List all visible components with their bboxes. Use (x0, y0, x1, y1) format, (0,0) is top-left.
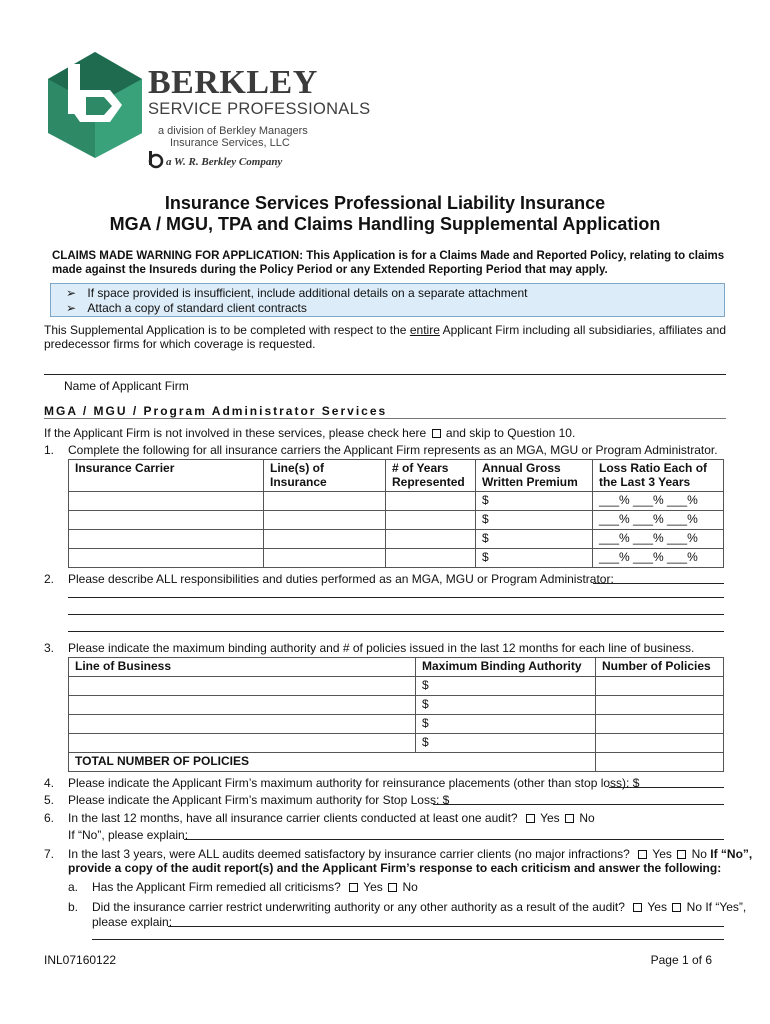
q4-answer-line[interactable] (609, 787, 724, 788)
q3-number: 3. (44, 641, 55, 655)
q5-text: Please indicate the Applicant Firm’s maximum authority for Stop Loss: $ (68, 793, 450, 807)
form-code: INL07160122 (44, 953, 117, 967)
premium-cell[interactable]: $ (476, 549, 593, 568)
claims-warning-line2: made against the Insureds during the Policy Period or any Extended Reporting Period that may apply. (52, 264, 608, 276)
max-binding-cell[interactable]: $ (416, 696, 596, 715)
q5-answer-line[interactable] (433, 804, 724, 805)
years-cell[interactable] (386, 492, 476, 511)
page-number: Page 1 of 6 (650, 953, 712, 967)
claims-warning-line1: CLAIMS MADE WARNING FOR APPLICATION: This Application is for a Claims Made and Reported Policy, relating to claims (52, 250, 725, 262)
entire-underlined: entire (409, 323, 440, 337)
binding-row (69, 696, 724, 715)
q7b-label: b. (68, 900, 79, 914)
q2-answer-line[interactable] (593, 583, 724, 584)
q2-number: 2. (44, 572, 55, 586)
page-subtitle: MGA / MGU, TPA and Claims Handling Supplemental Application (109, 214, 661, 234)
q6-no-checkbox[interactable] (565, 814, 574, 823)
header-loss-ratio: Loss Ratio Each of the Last 3 Years (593, 460, 724, 492)
q2-answer-line[interactable] (68, 631, 724, 632)
loss-ratio-cell[interactable]: ___% ___% ___% (593, 511, 724, 530)
q6-yes-checkbox[interactable] (526, 814, 535, 823)
carrier-cell[interactable] (69, 530, 264, 549)
section-title: MGA / MGU / Program Administrator Services (44, 404, 388, 418)
q6-explain-line[interactable] (184, 839, 724, 840)
q7a-no-checkbox[interactable] (388, 883, 397, 892)
q7b-explain-line[interactable] (168, 926, 724, 927)
lob-cell[interactable] (69, 677, 416, 696)
applicant-name-label: Name of Applicant Firm (64, 379, 189, 393)
section-rule (44, 418, 726, 419)
q6-explain-label: If “No”, please explain: (68, 828, 189, 842)
binding-table-header (69, 658, 724, 677)
max-binding-cell[interactable]: $ (416, 734, 596, 753)
lob-cell[interactable] (69, 696, 416, 715)
premium-cell[interactable]: $ (476, 492, 593, 511)
intro-text: This Supplemental Application is to be completed with respect to the entire Applicant Firm including all subsidiaries, affiliates and (44, 323, 726, 337)
binding-row (69, 715, 724, 734)
header-insurance-carrier: Insurance Carrier (69, 460, 264, 492)
header-written-premium: Annual Gross Written Premium (476, 460, 593, 492)
parent-company: a W. R. Berkley Company (166, 156, 283, 168)
q7b-explain-line[interactable] (92, 939, 724, 940)
q4-number: 4. (44, 776, 55, 790)
carrier-cell[interactable] (69, 511, 264, 530)
loss-ratio-cell[interactable]: ___% ___% ___% (593, 549, 724, 568)
q7-no-checkbox[interactable] (677, 850, 686, 859)
applicant-name-field[interactable] (44, 374, 726, 375)
years-cell[interactable] (386, 530, 476, 549)
num-policies-cell[interactable] (596, 677, 724, 696)
premium-cell[interactable]: $ (476, 511, 593, 530)
loss-ratio-cell[interactable]: ___% ___% ___% (593, 492, 724, 511)
q4-text: Please indicate the Applicant Firm’s maximum authority for reinsurance placements (other than stop loss): $ (68, 776, 640, 790)
logo-name: BERKLEY (148, 64, 318, 101)
q7b-line: Did the insurance carrier restrict underwriting authority or any other authority as a result of the audit? Yes No If “Yes”, (92, 900, 747, 914)
arrow-bullet-icon: ➢ (66, 301, 77, 315)
carrier-table-header (69, 460, 724, 492)
binding-row (69, 677, 724, 696)
skip-instruction: If the Applicant Firm is not involved in these services, please check here and skip to Question 10. (44, 426, 576, 440)
q6-text: In the last 12 months, have all insurance carrier clients conducted at least one audit? (68, 811, 518, 825)
total-policies-label: TOTAL NUMBER OF POLICIES (69, 753, 596, 772)
q7-line: In the last 3 years, were ALL audits deemed satisfactory by insurance carrier clients (no major infractions? Yes No If “No”, (68, 847, 753, 861)
q3-text: Please indicate the maximum binding authority and # of policies issued in the last 12 months for each line of business. (68, 641, 695, 655)
num-policies-cell[interactable] (596, 734, 724, 753)
carrier-cell[interactable] (69, 492, 264, 511)
note-item-1: ➢ If space provided is insufficient, include additional details on a separate attachment (66, 286, 528, 300)
wrb-logo-icon (147, 151, 165, 169)
premium-cell[interactable]: $ (476, 530, 593, 549)
lob-cell[interactable] (69, 715, 416, 734)
arrow-bullet-icon: ➢ (66, 286, 77, 300)
lob-cell[interactable] (69, 734, 416, 753)
years-cell[interactable] (386, 511, 476, 530)
num-policies-cell[interactable] (596, 696, 724, 715)
q2-answer-line[interactable] (68, 597, 724, 598)
total-row (69, 753, 724, 772)
q5-number: 5. (44, 793, 55, 807)
carrier-cell[interactable] (69, 549, 264, 568)
intro-text-line2: predecessor firms for which coverage is requested. (44, 337, 316, 351)
carrier-table (68, 459, 724, 568)
q7a-line: Has the Applicant Firm remedied all criticisms? Yes No (92, 880, 418, 894)
lines-cell[interactable] (264, 549, 386, 568)
skip-checkbox[interactable] (432, 429, 441, 438)
binding-authority-table (68, 657, 724, 772)
header-lines-of-insurance: Line(s) of Insurance (264, 460, 386, 492)
max-binding-cell[interactable]: $ (416, 677, 596, 696)
carrier-row (69, 492, 724, 511)
header-line-of-business: Line of Business (69, 658, 416, 677)
logo-subtitle: SERVICE PROFESSIONALS (148, 100, 371, 118)
header-years-represented: # of Years Represented (386, 460, 476, 492)
q7a-yes-checkbox[interactable] (349, 883, 358, 892)
q7-text: In the last 3 years, were ALL audits deemed satisfactory by insurance carrier clients (no major infractions? (68, 847, 630, 861)
q2-answer-line[interactable] (68, 614, 724, 615)
years-cell[interactable] (386, 549, 476, 568)
hexagon-logo-icon (40, 50, 150, 160)
q2-text: Please describe ALL responsibilities and duties performed as an MGA, MGU or Program Administrator: (68, 572, 614, 586)
division-line2: Insurance Services, LLC (170, 137, 290, 149)
header-number-policies: Number of Policies (596, 658, 724, 677)
carrier-row (69, 530, 724, 549)
q7a-text: Has the Applicant Firm remedied all criticisms? (92, 880, 341, 894)
header-max-binding: Maximum Binding Authority (416, 658, 596, 677)
q1-text: Complete the following for all insurance carriers the Applicant Firm represents as an MGA, MGU or Program Administrator. (68, 443, 718, 457)
q6-line: In the last 12 months, have all insurance carrier clients conducted at least one audit? Yes No (68, 811, 595, 825)
loss-ratio-cell[interactable]: ___% ___% ___% (593, 530, 724, 549)
q1-number: 1. (44, 443, 55, 457)
lines-cell[interactable] (264, 530, 386, 549)
q7b-text: Did the insurance carrier restrict underwriting authority or any other authority as a result of the audit? (92, 900, 625, 914)
division-line1: a division of Berkley Managers (158, 125, 308, 137)
q7-yes-checkbox[interactable] (638, 850, 647, 859)
q7b-no-checkbox[interactable] (672, 903, 681, 912)
total-policies-cell[interactable] (596, 753, 724, 772)
q6-number: 6. (44, 811, 55, 825)
lines-cell[interactable] (264, 511, 386, 530)
page-title: Insurance Services Professional Liability Insurance (164, 193, 606, 213)
q7b-yes-checkbox[interactable] (633, 903, 642, 912)
q7-instruction: provide a copy of the audit report(s) and the Applicant Firm’s response to each criticism and answer the following: (68, 861, 722, 875)
lines-cell[interactable] (264, 492, 386, 511)
q7-number: 7. (44, 847, 55, 861)
company-logo (40, 50, 150, 160)
carrier-row (69, 549, 724, 568)
q7a-label: a. (68, 880, 79, 894)
q7b-explain-label: please explain: (92, 915, 173, 929)
num-policies-cell[interactable] (596, 715, 724, 734)
max-binding-cell[interactable]: $ (416, 715, 596, 734)
note-item-2: ➢ Attach a copy of standard client contracts (66, 301, 307, 315)
binding-row (69, 734, 724, 753)
carrier-row (69, 511, 724, 530)
